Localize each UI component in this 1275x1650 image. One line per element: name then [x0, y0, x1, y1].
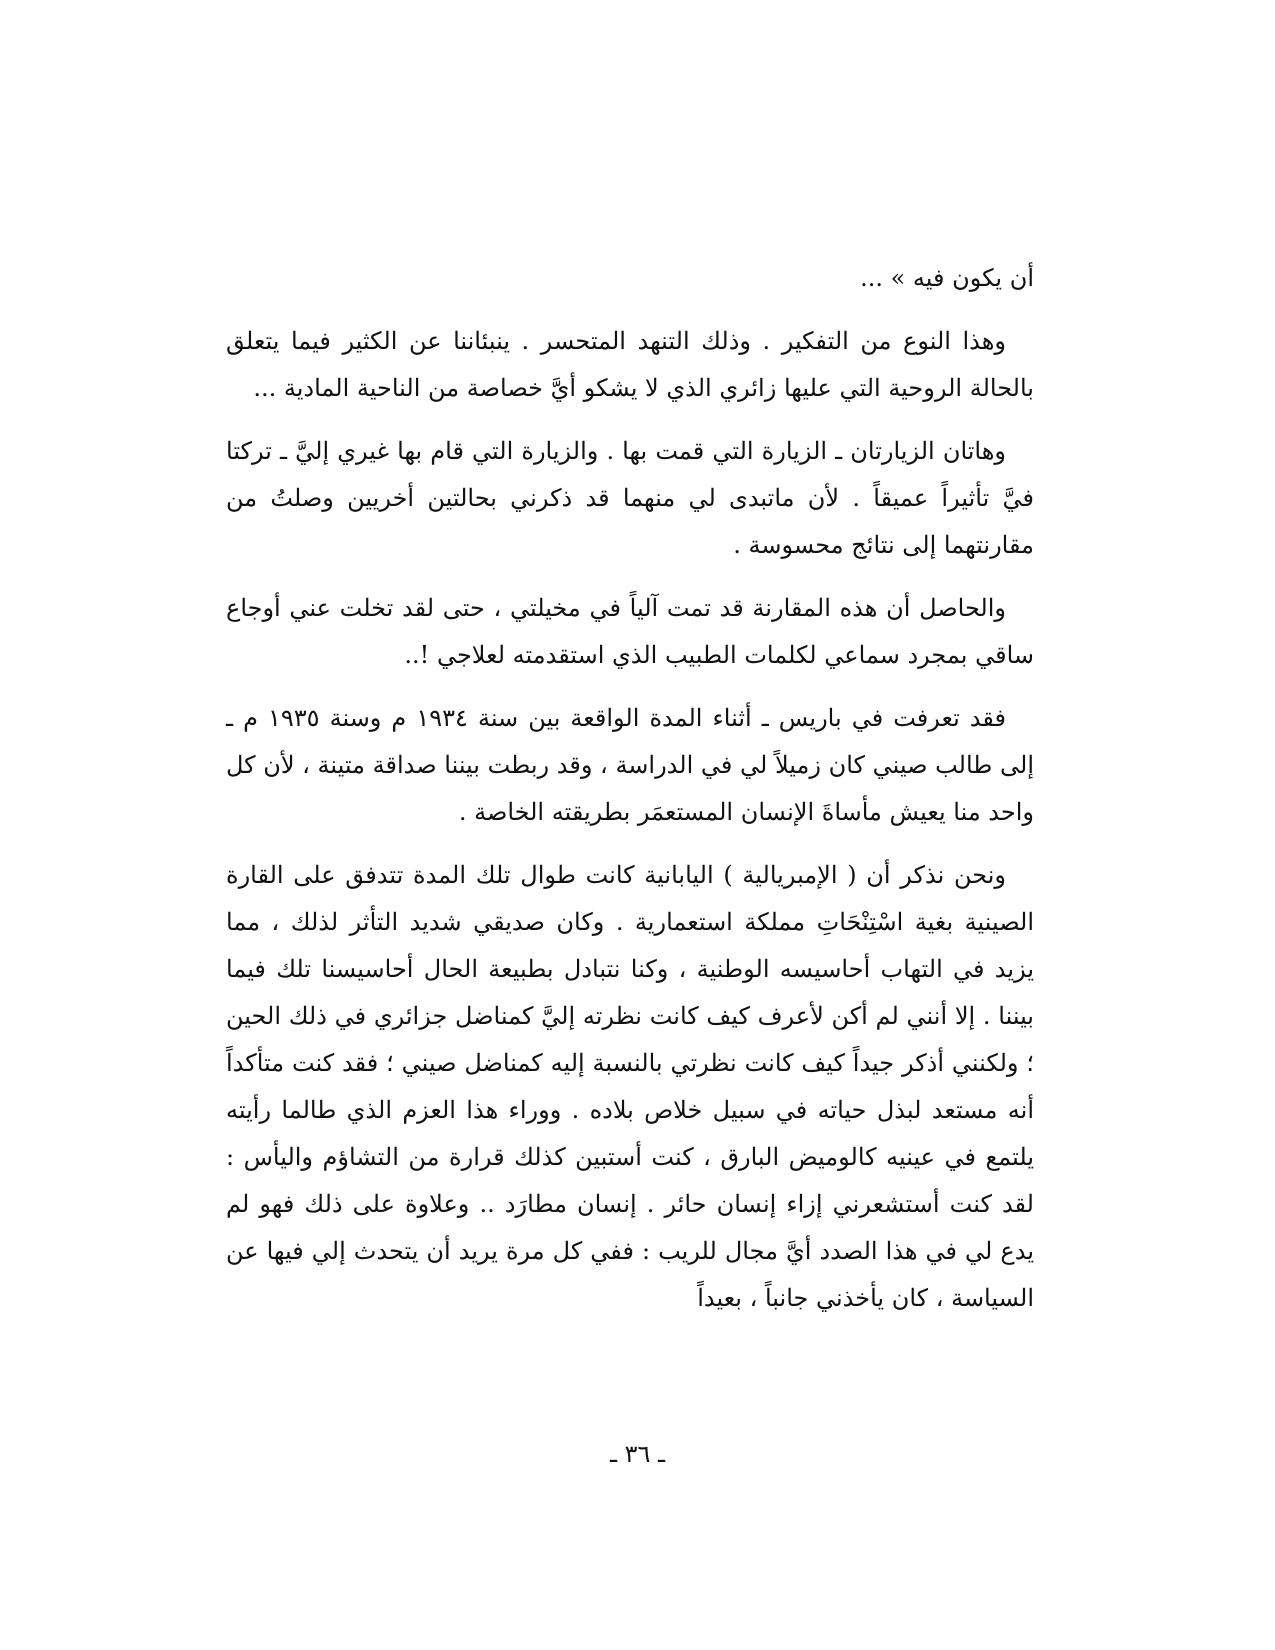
paragraph: وهاتان الزيارتان ـ الزيارة التي قمت بها . والزيارة التي قام بها غيري إليَّ ـ تركتا فيَّ تأثيراً عميقاً . لأن ماتبدى لي منهما قد ذكرني بحالتين أخريين وصلتُ من مقارنتهما إلى نتائج محسوسة . [226, 437, 1034, 559]
paragraph: والحاصل أن هذه المقارنة قد تمت آلياً في مخيلتي ، حتى لقد تخلت عني أوجاع ساقي بمجرد سماعي لكلمات الطبيب الذي استقدمته لعلاجي !.. [226, 594, 1034, 669]
paragraph: فقد تعرفت في باريس ـ أثناء المدة الواقعة بين سنة ١٩٣٤ م وسنة ١٩٣٥ م ـ إلى طالب صيني كان زميلاً لي في الدراسة ، وقد ربطت بيننا صداقة متينة ، لأن كل واحد منا يعيش مأساةَ الإنسان المستعمَر بطريقته الخاصة . [226, 704, 1034, 826]
paragraph: ونحن نذكر أن ( الإمبريالية ) اليابانية كانت طوال تلك المدة تتدفق على القارة الصينية بغية اسْتِنْحَاتِ مملكة استعمارية . وكان صديقي شديد التأثر لذلك ، مما يزيد في التهاب أحاسيسه الوطنية ، وكنا نتبادل بطبيعة الحال أحاسيسنا تلك فيما بيننا . إلا أنني لم أكن لأعرف كيف كانت نظرته إليَّ كمناضل جزائري في ذلك الحين ؛ ولكنني أذكر جيداً كيف كانت نظرتي بالنسبة إليه كمناضل صيني ؛ فقد كنت متأكداً أنه مستعد لبذل حياته في سبيل خلاص بلاده . ووراء هذا العزم الذي طالما رأيته يلتمع في عينيه كالوميض البارق ، كنت أستبين كذلك قرارة من التشاؤم واليأس : لقد كنت أستشعرني إزاء إنسان حائر . إنسان مطارَد .. وعلاوة على ذلك فهو لم يدع لي في هذا الصدد أيَّ مجال للريب : ففي كل مرة يريد أن يتحدث إلي فيها عن السياسة ، كان يأخذني جانباً ، بعيداً [226, 861, 1035, 1312]
page-number: ـ ٣٦ ـ [609, 1440, 666, 1468]
paragraph: وهذا النوع من التفكير . وذلك التنهد المتحسر . ينبئاننا عن الكثير فيما يتعلق بالحالة الروحية التي عليها زائري الذي لا يشكو أيَّ خصاصة من الناحية المادية ... [226, 327, 1034, 402]
paragraph-continuation: أن يكون فيه » ... [860, 264, 1034, 292]
body-text [226, 255, 1034, 1338]
